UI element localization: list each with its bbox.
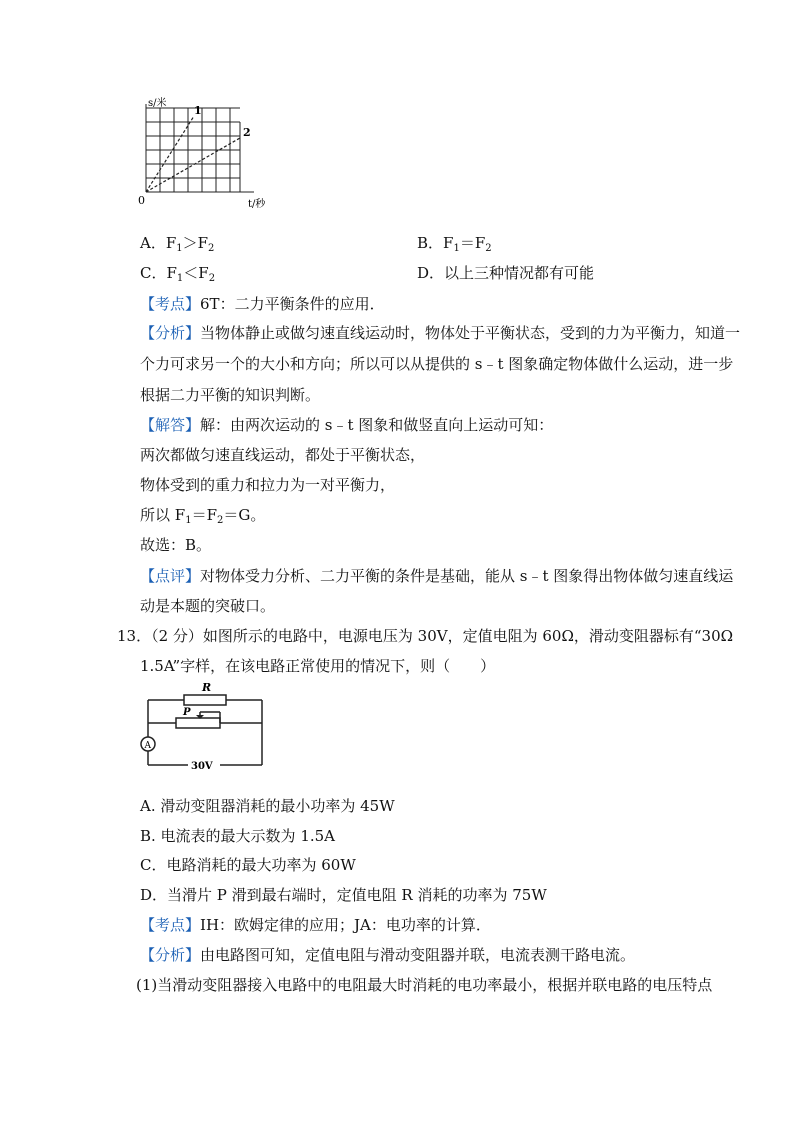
q13-option-a: A. 滑动变阻器消耗的最小功率为 45W — [140, 797, 395, 815]
dianping-12-line2: 动是本题的突破口。 — [140, 597, 276, 615]
fenxi-13-line1: 【分析】由电路图可知，定值电阻与滑动变阻器并联，电流表测干路电流。 — [140, 946, 636, 964]
jieda-12-line3: 物体受到的重力和拉力为一对平衡力， — [140, 476, 396, 494]
option-c: C．$F_1<F_2$ — [140, 264, 216, 284]
jieda-12-line5: 故选：B。 — [140, 536, 212, 554]
kaodian-13: 【考点】IH：欧姆定律的应用；JA：电功率的计算． — [140, 916, 491, 934]
q13-option-c: C．电路消耗的最大功率为 60W — [140, 856, 356, 874]
jieda-12-line4: 所以 $F_1=F_2=G$。 — [140, 506, 266, 526]
line-1 — [146, 116, 194, 192]
y-axis-label: s/米 — [148, 98, 167, 109]
line-1-label: 1 — [194, 104, 202, 117]
r-label: R — [202, 681, 212, 694]
st-graph — [136, 94, 266, 214]
dianping-12-line1: 【点评】对物体受力分析、二力平衡的条件是基础，能从 s﹣t 图象得出物体做匀速直线运 — [140, 567, 734, 585]
question-13-line2: 1.5A”字样，在该电路正常使用的情况下，则（ ） — [140, 657, 496, 675]
q13-option-d: D．当滑片 P 滑到最右端时，定值电阻 R 消耗的功率为 75W — [140, 886, 547, 904]
voltage-label: 30V — [191, 761, 213, 772]
fenxi-12-line2: 个力可求另一个的大小和方向；所以可以从提供的 s﹣t 图象确定物体做什么运动，进一步 — [140, 355, 734, 373]
option-b: B．$F_1=F_2$ — [417, 234, 492, 254]
jieda-12-line1: 【解答】解：由两次运动的 s﹣t 图象和做竖直向上运动可知： — [140, 416, 554, 434]
q13-option-b: B. 电流表的最大示数为 1.5A — [140, 827, 336, 845]
kaodian-12: 【考点】6T：二力平衡条件的应用． — [140, 295, 385, 313]
ammeter-label: A — [144, 741, 151, 751]
rheostat — [176, 718, 220, 728]
circuit-diagram — [136, 680, 276, 776]
option-d: D．以上三种情况都有可能 — [417, 264, 595, 282]
option-a: A．$F_1>F_2$ — [140, 234, 215, 254]
fenxi-13-line2: (1)当滑动变阻器接入电路中的电阻最大时消耗的电功率最小，根据并联电路的电压特点 — [136, 976, 713, 994]
jieda-12-line2: 两次都做匀速直线运动，都处于平衡状态， — [140, 446, 426, 464]
x-axis-label: t/秒 — [248, 199, 266, 210]
fenxi-12-line3: 根据二力平衡的知识判断。 — [140, 386, 321, 404]
resistor-r — [184, 695, 226, 705]
origin-label: 0 — [138, 194, 145, 207]
question-13-line1: 13．（2 分）如图所示的电路中，电源电压为 30V，定值电阻为 60Ω，滑动变阻器标有“30Ω — [117, 627, 734, 645]
p-label: P — [183, 707, 191, 718]
line-2-label: 2 — [243, 126, 251, 139]
fenxi-12-line1: 【分析】当物体静止或做匀速直线运动时，物体处于平衡状态，受到的力为平衡力，知道一 — [140, 324, 741, 342]
